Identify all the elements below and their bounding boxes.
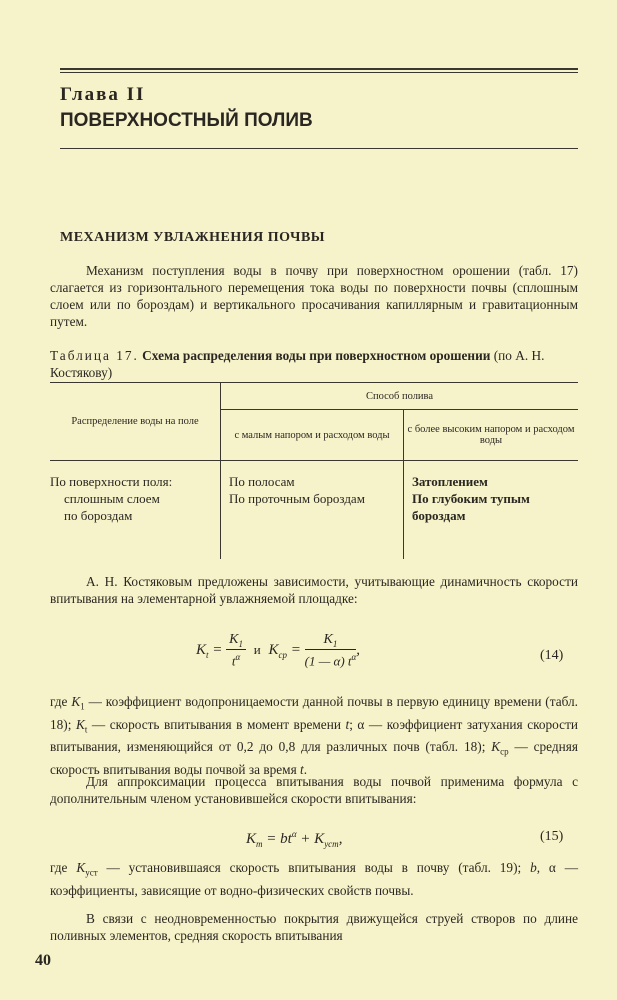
symbol: K bbox=[71, 694, 81, 709]
cell-line: По глубоким тупым бороздам bbox=[412, 491, 530, 523]
text: где bbox=[50, 694, 68, 709]
cell-line: По полосам bbox=[229, 474, 295, 489]
formula-subscript: ср bbox=[278, 650, 287, 660]
fraction bbox=[226, 632, 246, 669]
formula-superscript: α bbox=[351, 651, 357, 662]
subscript: ср bbox=[500, 746, 509, 757]
subscript: t bbox=[84, 724, 88, 735]
formula-conjunction: и bbox=[253, 642, 261, 657]
cell-line: по бороздам bbox=[64, 508, 133, 523]
formula-subscript: 1 bbox=[332, 638, 338, 649]
paragraph-where-14 bbox=[50, 693, 578, 778]
formula-superscript: α bbox=[291, 829, 297, 839]
table-cell-low bbox=[221, 461, 404, 560]
cell-line: сплошным слоем bbox=[64, 491, 160, 506]
formula-subscript: 1 bbox=[238, 638, 243, 649]
paragraph-where-15 bbox=[50, 859, 578, 899]
col-distribution-header: Распределение воды на поле bbox=[50, 383, 221, 461]
formula-symbol: bt bbox=[280, 831, 292, 847]
formula-superscript: α bbox=[235, 651, 241, 662]
col-low-pressure-header: с малым напором и расходом воды bbox=[221, 410, 404, 461]
table-caption-suffix: (по А. Н. Костякову) bbox=[50, 348, 545, 380]
chapter-title: ПОВЕРХНОСТНЫЙ ПОЛИВ bbox=[60, 110, 313, 131]
paragraph-approximation: Для аппроксимации процесса впитывания воды почвой применима формула с дополнительным членом установившейся скорости впитывания: bbox=[50, 774, 578, 806]
cell-line: Затоплением bbox=[412, 474, 488, 489]
formula-subscript: уст bbox=[324, 839, 339, 849]
subscript: уст bbox=[85, 867, 98, 878]
formula-15: $K_т = bt^\alpha + K_{уст}$, bbox=[246, 829, 343, 849]
subscript: 1 bbox=[80, 701, 85, 712]
equation-number-14: (14) bbox=[540, 648, 564, 663]
symbol: b bbox=[530, 860, 537, 875]
fraction bbox=[305, 632, 357, 669]
table-cell-high bbox=[404, 461, 579, 560]
table-caption-prefix: Таблица 17. bbox=[50, 348, 139, 363]
section-heading: МЕХАНИЗМ УВЛАЖНЕНИЯ ПОЧВЫ bbox=[60, 230, 326, 245]
text: — скорость впитывания в момент времени bbox=[87, 716, 341, 732]
paragraph-mechanism: Механизм поступления воды в почву при поверхностном орошении (табл. 17) слагается из горизонтального перемещения тока воды по поверхности почвы (сплошным слоем или по бороздам) и вертикального просачивания капиллярным и гравитационным путем. bbox=[50, 263, 578, 329]
distribution-table bbox=[50, 382, 578, 559]
table-caption-title: Схема распределения воды при поверхностном орошении bbox=[142, 348, 491, 363]
page-number: 40 bbox=[35, 952, 51, 969]
formula-symbol: K bbox=[196, 642, 207, 658]
formula-symbol: K bbox=[314, 831, 325, 847]
formula-subscript: t bbox=[206, 650, 209, 660]
symbol: t bbox=[345, 716, 350, 732]
equation-number-15: (15) bbox=[540, 829, 564, 844]
formula-symbol: K bbox=[229, 632, 239, 647]
formula-symbol: (1 — α) t bbox=[304, 653, 352, 669]
col-method-header: Способ полива bbox=[221, 383, 579, 410]
paragraph-nonsimultaneous: В связи с неодновременностью покрытия движущейся струей створов по длине поливных элементов, средняя скорость впитывания bbox=[50, 911, 578, 943]
formula-symbol: K bbox=[323, 632, 333, 647]
formula-14: $K_t$ = $\frac{K_1}{t^\alpha}$ и $K_{ср}$ = $\frac{K_1}{(1 — \alpha) t^\alpha}$ , bbox=[196, 632, 360, 669]
top-rule-thin bbox=[60, 72, 578, 73]
symbol: K bbox=[491, 739, 501, 755]
formula-symbol: t bbox=[231, 653, 236, 669]
text: где bbox=[50, 860, 68, 875]
table-cell-distribution bbox=[50, 461, 221, 560]
cell-line: По поверхности поля: bbox=[50, 474, 173, 489]
cell-line: По проточным бороздам bbox=[229, 491, 365, 506]
text: , α — коэффициенты, зависящие от водно-физических свойств почвы. bbox=[50, 860, 579, 898]
symbol: t bbox=[300, 761, 304, 777]
formula-symbol: K bbox=[268, 642, 279, 658]
table-caption bbox=[50, 347, 578, 381]
text: — установившаяся скорость впитывания воды в почву (табл. 19); bbox=[97, 860, 522, 875]
text: . bbox=[303, 761, 308, 777]
formula-subscript: т bbox=[256, 839, 263, 849]
chapter-label: Глава II bbox=[60, 84, 146, 105]
text: — коэффициент водопроницаемости данной почвы в первую единицу времени (табл. 18); bbox=[50, 694, 579, 732]
text: — средняя скорость впитывания воды почвой за время bbox=[50, 739, 578, 777]
col-high-pressure-header: с более высоким напором и расходом воды bbox=[404, 410, 579, 461]
paragraph-kostyakov: А. Н. Костяковым предложены зависимости, учитывающие динамичность скорости впитывания на элементарной увлажняемой площадке: bbox=[50, 574, 578, 606]
symbol: K bbox=[75, 716, 85, 732]
formula-symbol: K bbox=[246, 831, 257, 847]
symbol: K bbox=[76, 860, 86, 875]
header-bottom-rule bbox=[60, 148, 578, 149]
text: ; α — коэффициент затухания скорости впитывания, изменяющийся от 0,2 до 0,8 для различных почв (табл. 18); bbox=[50, 716, 578, 755]
top-rule bbox=[60, 68, 578, 70]
